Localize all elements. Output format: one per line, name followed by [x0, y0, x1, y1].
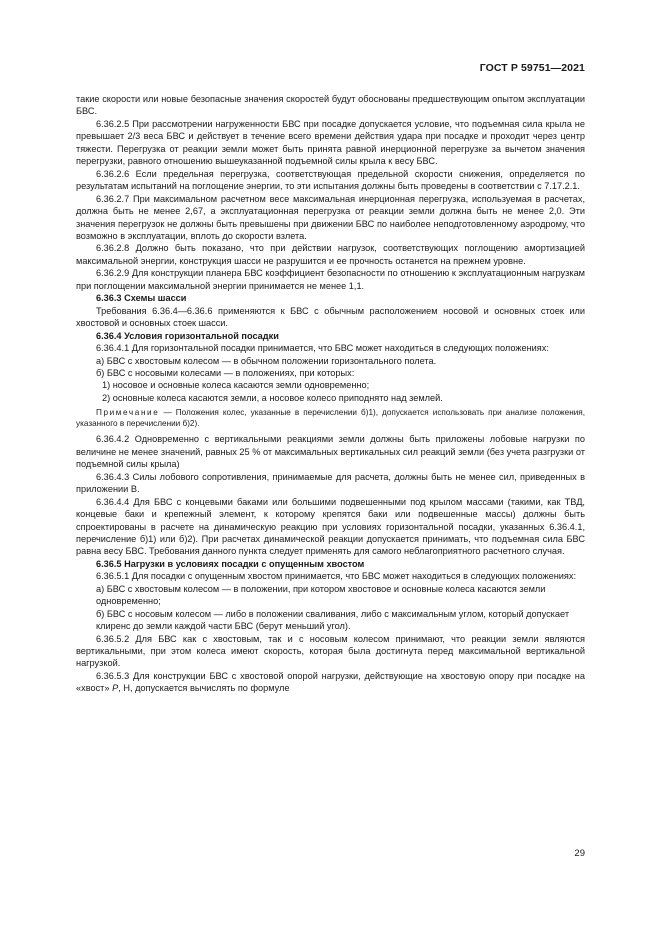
section-heading: 6.36.3 Схемы шасси — [96, 293, 187, 304]
paragraph: 6.36.2.6 Если предельная перегрузка, соответствующая предельной скорости снижения, определяется по результатам испытаний на поглощение энергии, то эти испытания должны быть проведены в соответствии с 7.17.2.1. — [76, 168, 585, 192]
formula-variable: P — [112, 683, 119, 694]
note-label: Примечание — [96, 408, 160, 418]
section-heading: 6.36.4 Условия горизонтальной посадки — [96, 330, 279, 341]
document-code: ГОСТ Р 59751—2021 — [479, 62, 585, 74]
paragraph-text-end: , Н, допускается вычислять по формуле — [118, 683, 290, 694]
paragraph — [76, 670, 585, 695]
list-item: а) БВС с хвостовым колесом — в положении, при котором хвостовое и основные колеса касаются земли одновременно; — [96, 583, 546, 607]
page-number: 29 — [574, 848, 585, 859]
paragraph: 6.36.2.7 При максимальном расчетном весе максимальная инерционная перегрузка, используемая в расчетах, должна быть не менее 2,67, а эксплуатационная перегрузка от реакции земли должна быть не менее 2,0. Эти значения перегрузок не должны быть превышены при движении БВС по наиболее неподготовленному аэродрому, что возможно в эксплуатации, вплоть до скорости взлета. — [76, 193, 585, 241]
sub-list-item: 1) носовое и основные колеса касаются земли одновременно; — [102, 380, 370, 391]
document-body — [76, 93, 585, 695]
paragraph: 6.36.4.1 Для горизонтальной посадки принимается, что БВС может находиться в следующих положениях: — [96, 343, 549, 354]
paragraph: 6.36.4.2 Одновременно с вертикальными реакциями земли должны быть приложены лобовые нагрузки по величине не менее значений, равных 25 % от максимальных вертикальных сил реакций земли (без учета разгрузки от подъемной силы крыла) — [76, 434, 585, 470]
paragraph-text: 6.36.5.3 Для конструкции БВС с хвостовой опорой нагрузки, действующие на хвостовую опору при посадке на «хвост» — [76, 670, 585, 694]
paragraph: 6.36.2.5 При рассмотрении нагруженности БВС при посадке допускается условие, что подъемная сила крыла не превышает 2/3 веса БВС и действует в течение всего времени действия удара при посадке и проходит через центр тяжести. Перегрузка от реакции земли может быть принята равной инерционной перегрузке за вычетом значения перегрузки, равного отношению вышеуказанной подъемной силы крыла к весу БВС. — [76, 118, 585, 167]
list-item: а) БВС с хвостовым колесом — в обычном положении горизонтального полета. — [96, 355, 437, 366]
section-heading: 6.36.5 Нагрузки в условиях посадки с опущенным хвостом — [96, 558, 365, 569]
paragraph: 6.36.4.4 Для БВС с концевыми баками или большими подвешенными под крылом массами (такими, как ТВД, концевые баки и крепежный элемент, к которому крепятся баки или подвешенные массы) должны быть спроектированы в расчете на динамическую реакцию при условиях горизонтальной посадки, указанных 6.36.4.1, перечисление б)1) или б)2). При расчетах динамической реакции допускается принимать, что подъемная сила БВС равна весу БВС. Требования данного пункта следует применять для самого неблагоприятного расчетного случая. — [76, 496, 585, 557]
paragraph: 6.36.5.2 Для БВС как с хвостовым, так и с носовым колесом принимают, что реакции земли являются вертикальными, при этом колеса имеют скорость, которая была достигнута перед максимальной вертикальной нагрузкой. — [76, 633, 585, 669]
paragraph: 6.36.2.9 Для конструкции планера БВС коэффициент безопасности по отношению к эксплуатационным нагрузкам при поглощении максимальной энергии принимается не менее 1,1. — [76, 268, 585, 291]
list-item: б) БВС с носовыми колесами — в положениях, при которых: — [96, 367, 355, 378]
paragraph: 6.36.5.1 Для посадки с опущенным хвостом принимается, что БВС может находиться в следующих положениях: — [96, 571, 577, 582]
note-text: — Положения колес, указанные в перечислении б)1), допускается использовать при анализе положения, указанного в перечислении б)2). — [76, 408, 585, 429]
paragraph: 6.36.2.8 Должно быть показано, что при действии нагрузок, соответствующих поглощению амортизацией максимальной энергии, конструкция шасси не разрушится и ее прочность останется на прежнем уровне. — [76, 243, 585, 266]
paragraph: 6.36.4.3 Силы лобового сопротивления, принимаемые для расчета, должны быть не менее сил, приведенных в приложении В. — [76, 471, 585, 495]
paragraph: Требования 6.36.4—6.36.6 применяются к БВС с обычным расположением носовой и основных стоек или хвостовой и основных стоек шасси. — [76, 305, 585, 329]
note — [76, 407, 585, 429]
list-item: б) БВС с носовым колесом — либо в положении сваливания, либо с максимальным углом, который допускает клиренс до земли каждой части БВС (берут меньший угол). — [96, 608, 570, 632]
paragraph: такие скорости или новые безопасные значения скоростей будут обоснованы предшествующим опытом эксплуатации БВС. — [76, 94, 585, 117]
sub-list-item: 2) основные колеса касаются земли, а носовое колесо приподнято над землей. — [102, 392, 443, 403]
